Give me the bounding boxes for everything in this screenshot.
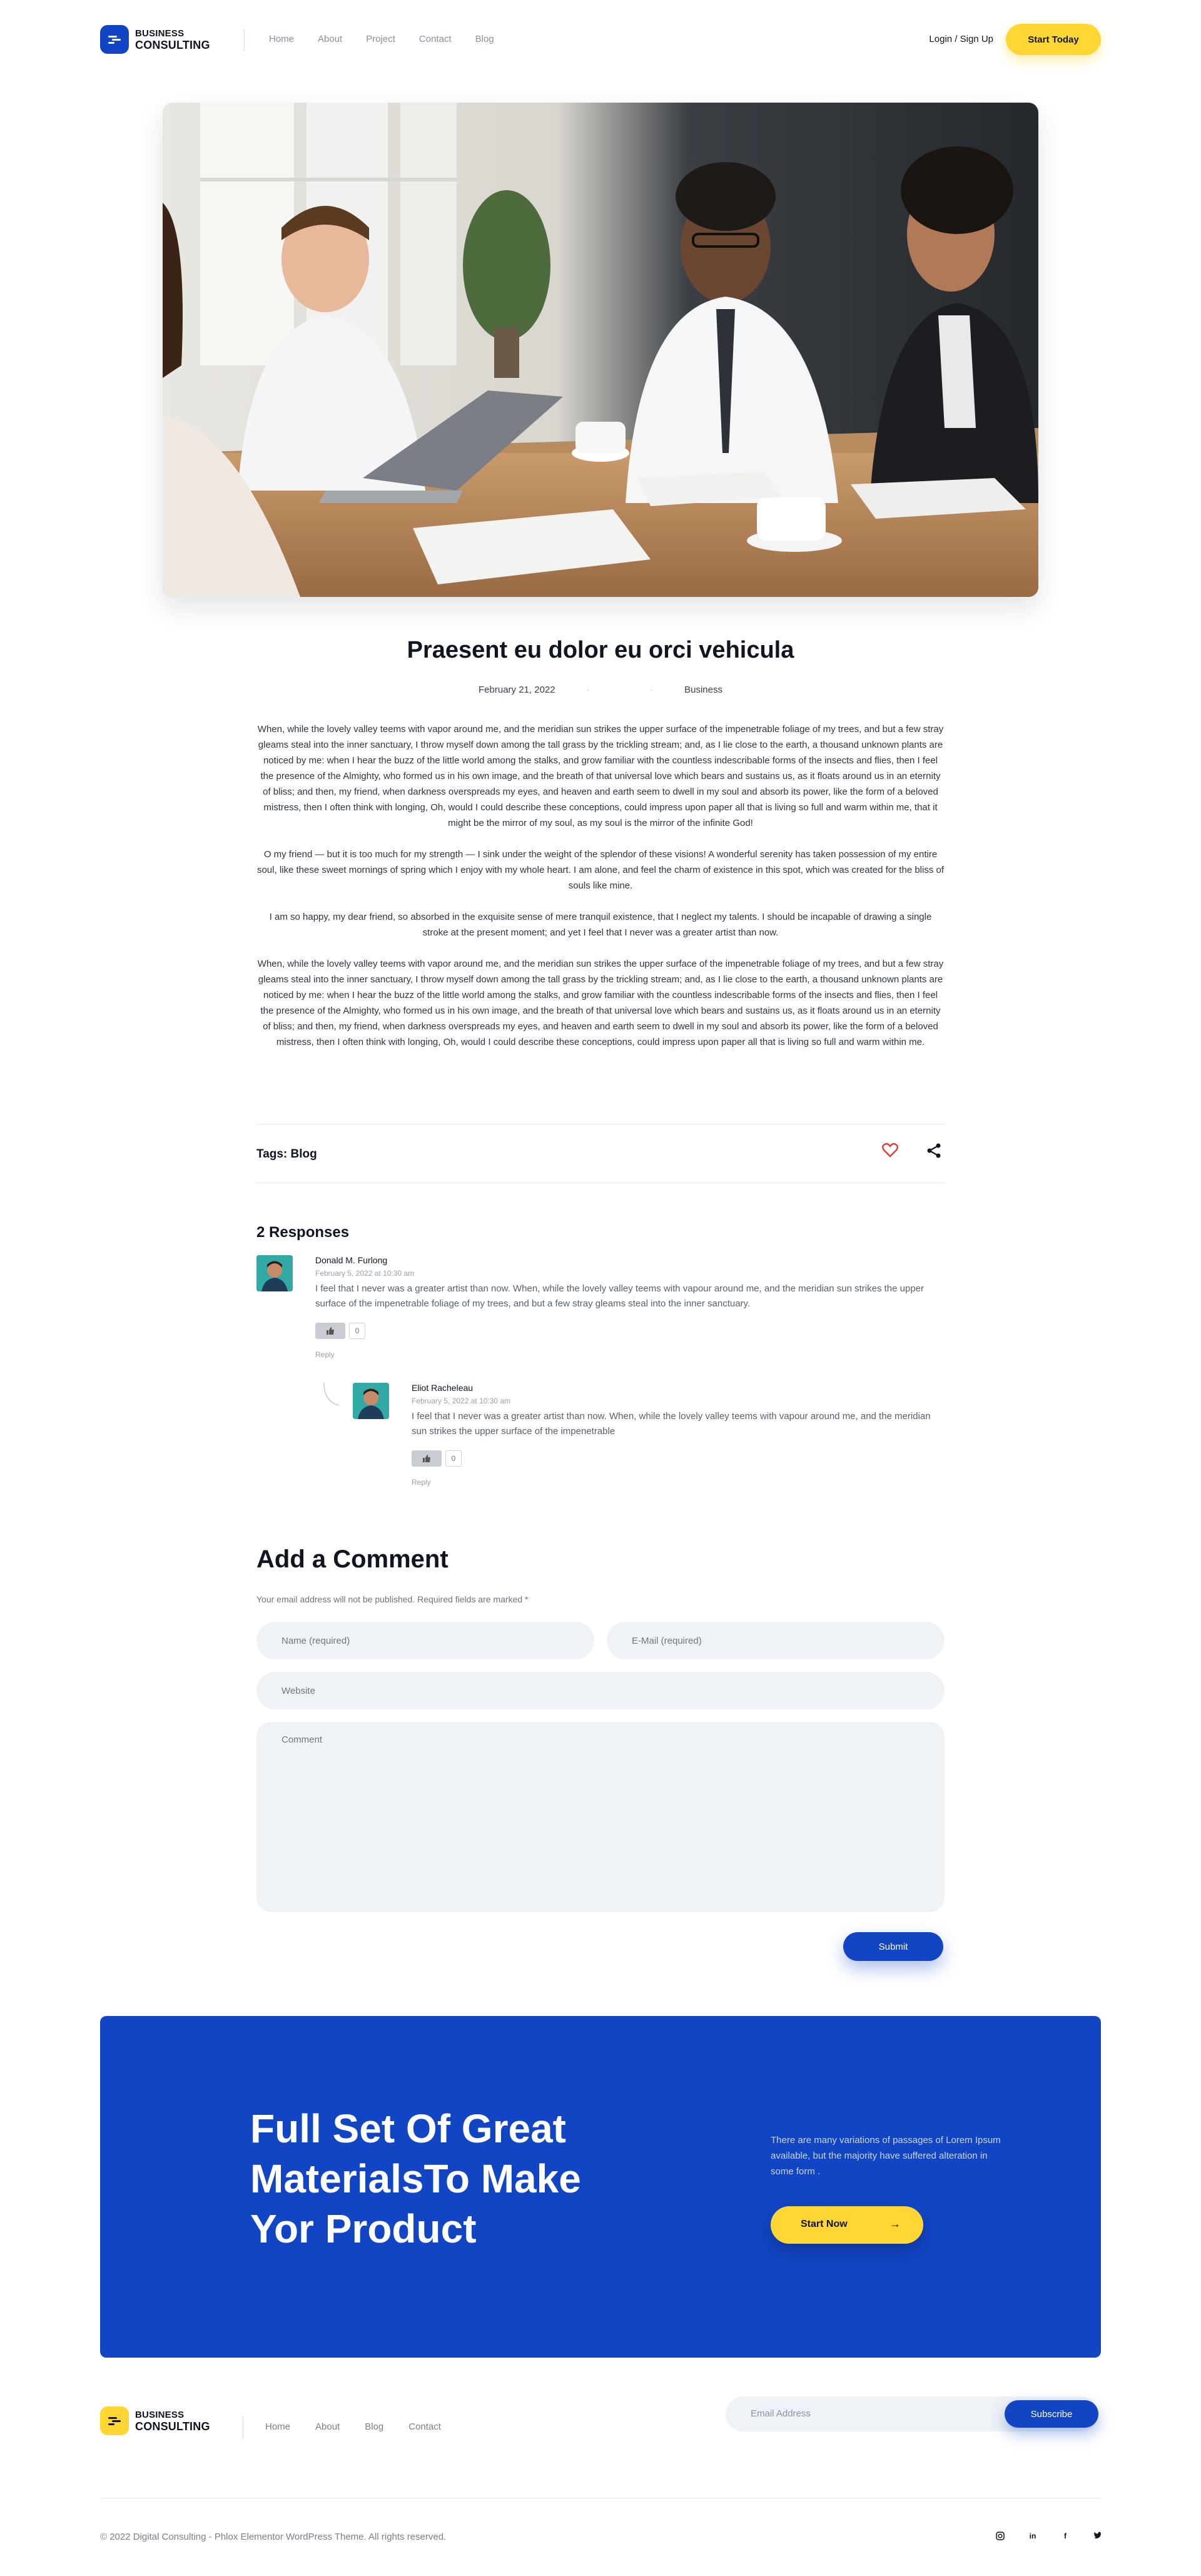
nav-home[interactable]: Home (269, 34, 295, 44)
header-divider (244, 29, 245, 51)
copyright: © 2022 Digital Consulting - Phlox Elementor WordPress Theme. All rights reserved. (100, 2532, 447, 2542)
cta-text: There are many variations of passages of Lorem Ipsum available, but the majority have suffered alteration in some form . (771, 2135, 1001, 2177)
add-comment-title: Add a Comment (256, 1545, 448, 1573)
paragraph: I am so happy, my dear friend, so absorbed in the exquisite sense of mere tranquil existence, that I neglect my talents. I should be incapable of drawing a single stroke at the present moment; and yet I feel that I never was a greater artist than now. (269, 912, 932, 938)
facebook-icon[interactable]: f (1064, 2532, 1067, 2540)
start-now-label: Start Now (801, 2219, 848, 2229)
instagram-icon[interactable] (996, 2532, 1005, 2540)
avatar (256, 1255, 293, 1291)
logo-line-2: CONSULTING (135, 2420, 210, 2433)
paragraph: When, while the lovely valley teems with vapor around me, and the meridian sun strikes the upper surface of the impenetrable foliage of my trees, and but a few stray gleams steal into the inner sanctuary, I throw myself down among the tall grass by the trickling stream; and, as I lie close to the earth, a thousand unknown plants are noticed by me: when I hear the buzz of the little world among the stalks, and grow familiar with the countless indescribable forms of the insects and flies, then I feel the presence of the Almighty, who formed us in his own image, and the breath of that universal love which bears and sustains us, as it floats around us in an eternity of bliss; and then, my friend, when darkness overspreads my eyes, and heaven and earth seem to dwell in my soul and absorb its power, like the form of a beloved mistress, then I often think with longing, Oh, would I could describe these conceptions, could impress upon paper all that is living so full and warm within me, that it might be the mirror of my soul, as my soul is the mirror of the infinite God! (257, 724, 944, 828)
reply-connector (323, 1383, 342, 1411)
post-actions (882, 1143, 942, 1162)
login-signup-link[interactable]: Login / Sign Up (929, 34, 993, 44)
comment-text: I feel that I never was a greater artist than now. When, while the lovely valley teems with vapour around me, and the meridian sun strikes the upper surface of the impenetrable foliage of my trees, and but a few stray gleams steal into the inner sanctuary. (315, 1283, 925, 1309)
newsletter-form (726, 2396, 1098, 2431)
email-field[interactable] (607, 1622, 945, 1659)
post-featured-image (163, 103, 1038, 597)
paragraph: When, while the lovely valley teems with vapor around me, and the meridian sun strikes the upper surface of the impenetrable foliage of my trees, and but a few stray gleams steal into the inner sanctuary, I throw myself down among the tall grass by the trickling stream; and, as I lie close to the earth, a thousand unknown plants are noticed by me: when I hear the buzz of the little world among the stalks, and grow familiar with the countless indescribable forms of the insects and flies, then I feel the presence of the Almighty, who formed us in his own image, and the breath of that universal love which bears and sustains us, as it floats around us in an eternity of bliss; and then, my friend, when darkness overspreads my eyes, and heaven and earth seem to dwell in my soul and absorb its power, like the form of a beloved mistress, then I often think with longing, Oh, would I could describe these conceptions, could impress upon paper all that is living so full and warm within me. (257, 959, 944, 1047)
linkedin-icon[interactable]: in (1029, 2532, 1036, 2540)
nav-project[interactable]: Project (366, 34, 395, 44)
vote-count: 0 (349, 1323, 365, 1339)
nav-blog[interactable]: Blog (475, 34, 494, 44)
thumbs-up-icon[interactable] (412, 1450, 442, 1467)
paragraph: O my friend — but it is too much for my strength — I sink under the weight of the splendor of these visions! A wonderful serenity has taken possession of my entire soul, like these sweet mornings of spring which I enjoy with my whole heart. I am alone, and feel the charm of existence in this spot, which was created for the bliss of souls like mine. (256, 849, 945, 891)
logo[interactable] (100, 25, 210, 54)
post-title: Praesent eu dolor eu orci vehicula (407, 637, 794, 663)
footer-nav (265, 2421, 466, 2432)
logo-icon (100, 25, 129, 54)
comment-text: I feel that I never was a greater artist than now. When, while the lovely valley teems with vapour around me, and the meridian sun strikes the upper surface of the impenetrable (412, 1411, 931, 1437)
post-date: February 21, 2022 (479, 685, 555, 695)
avatar (353, 1383, 389, 1419)
thumbs-up-icon[interactable] (315, 1323, 345, 1339)
start-today-button[interactable]: Start Today (1006, 24, 1101, 55)
comment-author: Eliot Racheleau (412, 1383, 474, 1393)
vote-count: 0 (445, 1450, 462, 1467)
site-header (100, 24, 1101, 56)
nav-contact[interactable]: Contact (418, 34, 452, 44)
reply-link[interactable]: Reply (315, 1350, 335, 1359)
share-icon[interactable] (926, 1143, 942, 1162)
subscribe-button[interactable]: Subscribe (1005, 2400, 1098, 2428)
submit-button[interactable]: Submit (843, 1932, 943, 1961)
meta-separator: · (649, 685, 653, 695)
responses-title: 2 Responses (256, 1224, 350, 1241)
newsletter-email-input[interactable]: Email Address (751, 2408, 811, 2419)
heart-icon[interactable] (882, 1143, 898, 1162)
footer-logo[interactable] (100, 2406, 210, 2435)
footer-nav-contact[interactable]: Contact (408, 2421, 441, 2432)
comment-date: February 5, 2022 at 10:30 am (315, 1269, 415, 1278)
comment-textarea[interactable] (256, 1722, 945, 1912)
post-tags[interactable]: Tags: Blog (256, 1148, 317, 1161)
cta-banner (100, 2016, 1101, 2358)
post-content (256, 721, 945, 1066)
meta-separator: · (586, 685, 590, 695)
post-category[interactable]: Business (684, 685, 722, 695)
main-nav (269, 34, 518, 44)
logo-line-1: BUSINESS (135, 2410, 185, 2420)
footer-nav-home[interactable]: Home (265, 2421, 291, 2432)
website-field[interactable] (256, 1672, 945, 1709)
nav-about[interactable]: About (318, 34, 343, 44)
arrow-right-icon: → (889, 2217, 901, 2230)
form-note: Your email address will not be published. Required fields are marked * (256, 1594, 529, 1604)
twitter-icon[interactable] (1093, 2532, 1102, 2540)
comment-author: Donald M. Furlong (315, 1255, 388, 1265)
reply-link[interactable]: Reply (412, 1478, 431, 1487)
name-field[interactable] (256, 1622, 594, 1659)
footer-nav-blog[interactable]: Blog (365, 2421, 384, 2432)
post-meta (0, 685, 1201, 695)
footer-nav-about[interactable]: About (315, 2421, 340, 2432)
logo-line-2: CONSULTING (135, 39, 210, 51)
logo-line-1: BUSINESS (135, 28, 185, 39)
start-now-button[interactable] (771, 2206, 923, 2244)
cta-title: Full Set Of Great MaterialsTo Make Yor Product (250, 2106, 581, 2251)
logo-icon (100, 2406, 129, 2435)
comment-date: February 5, 2022 at 10:30 am (412, 1397, 511, 1405)
social-links (996, 2532, 1102, 2540)
